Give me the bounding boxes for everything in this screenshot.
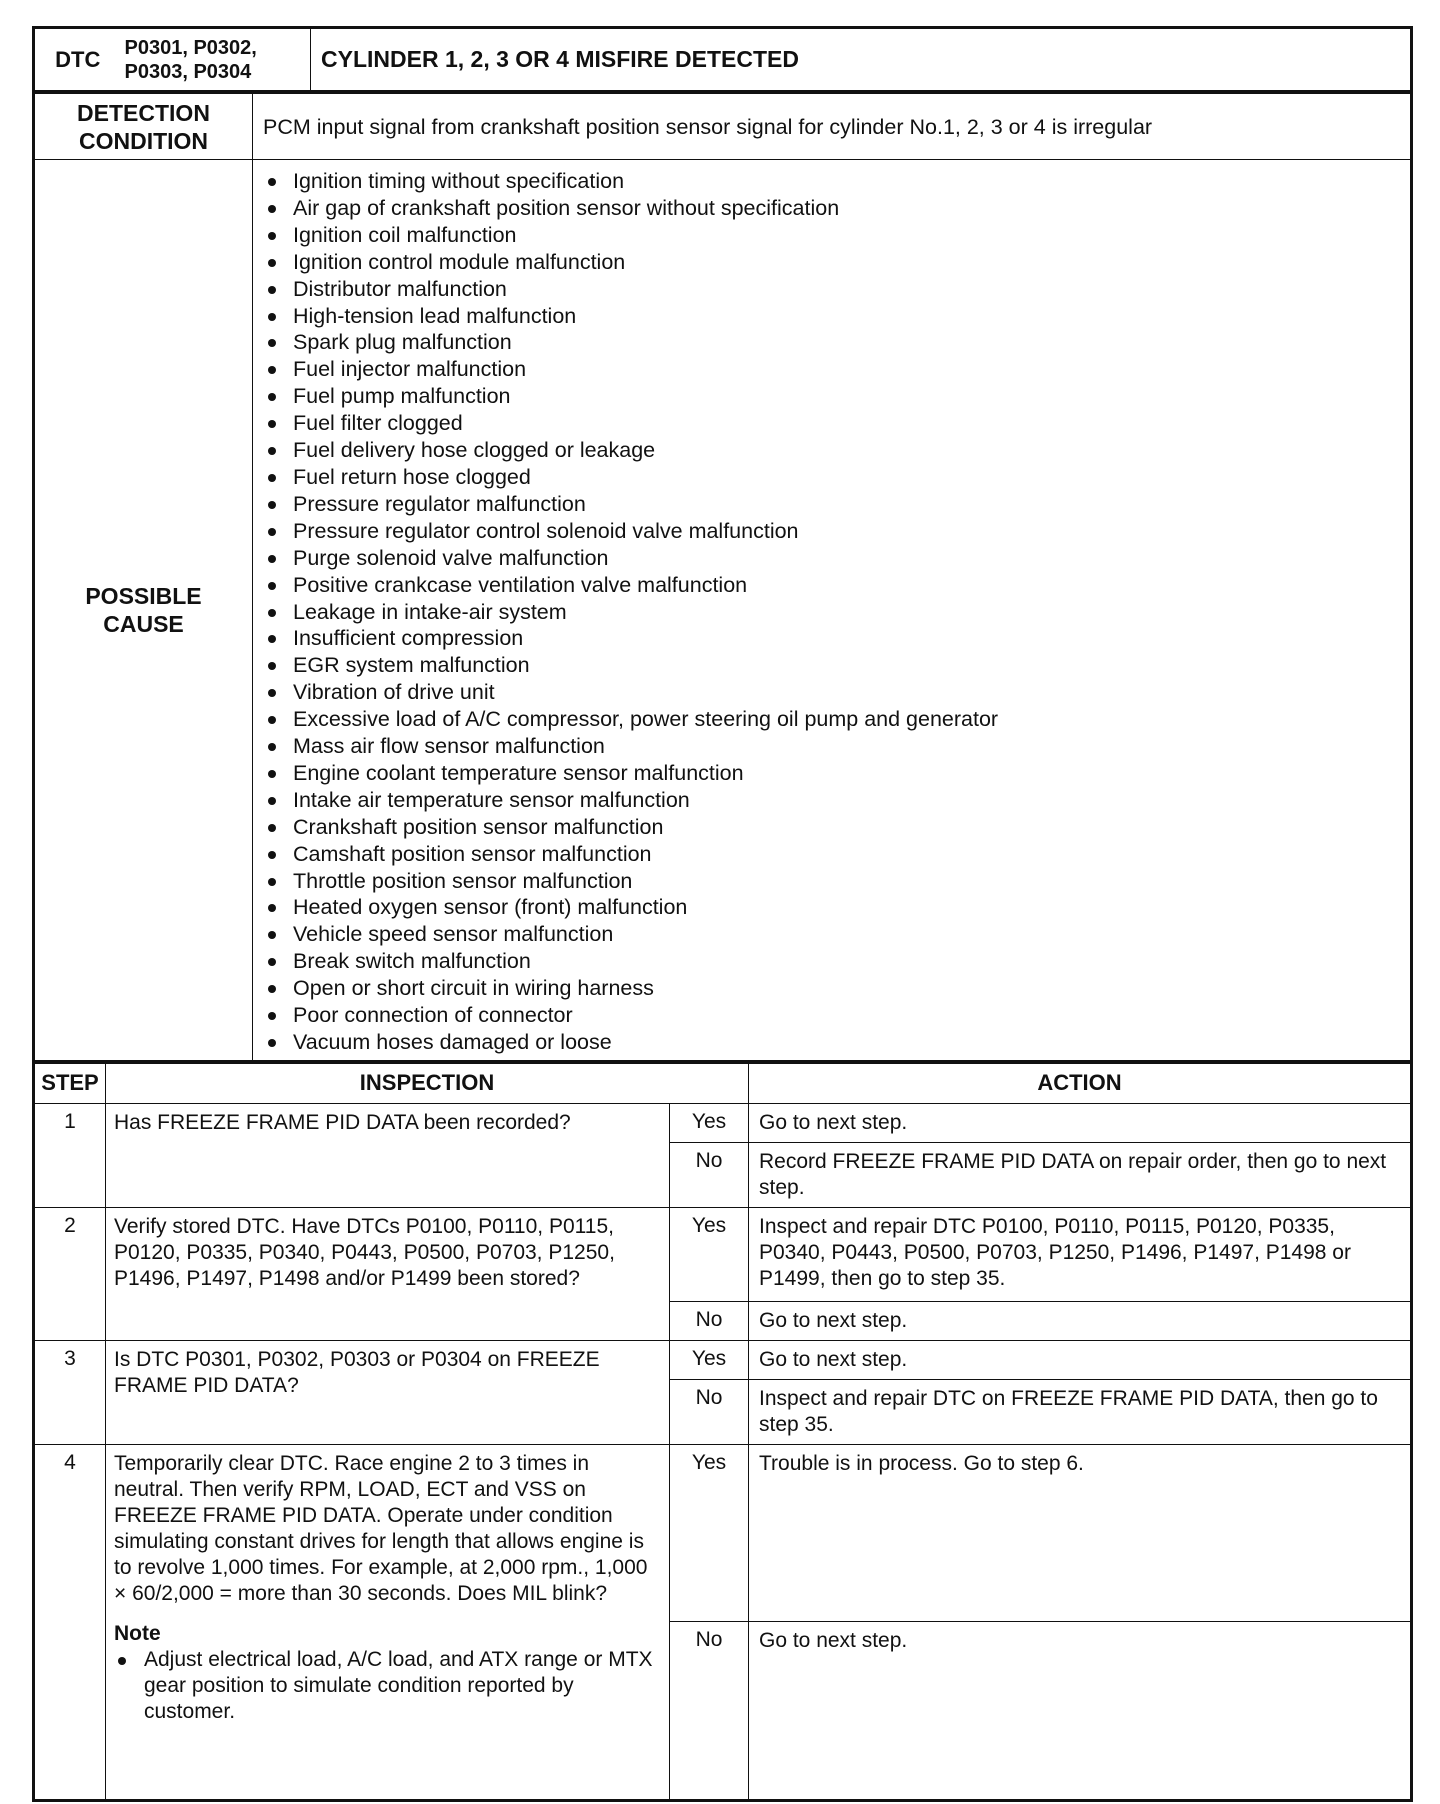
step-number: 2 [35, 1207, 106, 1340]
possible-cause-item: Pressure regulator malfunction [263, 491, 1410, 518]
step-number: 4 [35, 1444, 106, 1799]
step-inspection: Has FREEZE FRAME PID DATA been recorded? [106, 1103, 670, 1207]
possible-cause-item: Fuel delivery hose clogged or leakage [263, 437, 1410, 464]
possible-cause-item: Vacuum hoses damaged or loose [263, 1029, 1410, 1056]
possible-cause-item: Heated oxygen sensor (front) malfunction [263, 894, 1410, 921]
possible-cause-item: Break switch malfunction [263, 948, 1410, 975]
inspection-column-header: INSPECTION [106, 1063, 749, 1103]
step-inspection [106, 1444, 670, 1799]
no-label: No [670, 1301, 749, 1340]
detection-label-line2: CONDITION [78, 127, 209, 154]
possible-cause-item: Ignition control module malfunction [263, 249, 1410, 276]
possible-cause-item: Fuel injector malfunction [263, 356, 1410, 383]
possible-cause-item: Intake air temperature sensor malfunction [263, 787, 1410, 814]
condition-section [32, 93, 1413, 1063]
possible-cause-item: Air gap of crankshaft position sensor without specification [263, 195, 1410, 222]
possible-cause-item: Vibration of drive unit [263, 679, 1410, 706]
possible-cause-list [253, 160, 1410, 1060]
yes-label: Yes [670, 1207, 749, 1301]
possible-cause-item: Mass air flow sensor malfunction [263, 733, 1410, 760]
possible-cause-item: High-tension lead malfunction [263, 303, 1410, 330]
possible-cause-item: Fuel pump malfunction [263, 383, 1410, 410]
diagnostic-page [32, 26, 1413, 1802]
note-title: Note [114, 1621, 161, 1645]
no-label: No [670, 1379, 749, 1444]
step-number: 3 [35, 1340, 106, 1444]
possible-cause-item: Fuel return hose clogged [263, 464, 1410, 491]
detection-condition-label [35, 94, 253, 160]
step-inspection: Is DTC P0301, P0302, P0303 or P0304 on FREEZE FRAME PID DATA? [106, 1340, 670, 1444]
possible-cause-item: Camshaft position sensor malfunction [263, 841, 1410, 868]
yes-label: Yes [670, 1103, 749, 1142]
step-row [35, 1103, 1411, 1142]
step-inspection: Verify stored DTC. Have DTCs P0100, P0110, P0115, P0120, P0335, P0340, P0443, P0500, P0703, P1250, P1496, P1497, P1498 and/or P1499 been stored? [106, 1207, 670, 1340]
possible-cause-item: Distributor malfunction [263, 276, 1410, 303]
possible-cause-item: Poor connection of connector [263, 1002, 1410, 1029]
dtc-header [32, 26, 1413, 93]
step-column-header: STEP [35, 1063, 106, 1103]
step-number: 1 [35, 1103, 106, 1207]
possible-cause-item: Ignition coil malfunction [263, 222, 1410, 249]
possible-cause-item: Engine coolant temperature sensor malfunction [263, 760, 1410, 787]
possible-cause-item: Throttle position sensor malfunction [263, 868, 1410, 895]
step-row [35, 1340, 1411, 1379]
no-action: Go to next step. [749, 1301, 1411, 1340]
possible-cause-item: Spark plug malfunction [263, 329, 1410, 356]
dtc-label: DTC [35, 29, 121, 91]
possible-cause-label [35, 160, 253, 1061]
note-item: Adjust electrical load, A/C load, and ATX range or MTX gear position to simulate condition reported by customer. [114, 1647, 661, 1725]
possible-cause-item: Open or short circuit in wiring harness [263, 975, 1410, 1002]
yes-action: Go to next step. [749, 1103, 1411, 1142]
step-row [35, 1444, 1411, 1621]
possible-cause-label-line2: CAUSE [103, 610, 184, 637]
possible-cause-item: Vehicle speed sensor malfunction [263, 921, 1410, 948]
possible-cause-item: Leakage in intake-air system [263, 599, 1410, 626]
yes-label: Yes [670, 1444, 749, 1621]
dtc-codes [121, 29, 311, 91]
possible-cause-cell [253, 160, 1411, 1061]
no-action: Go to next step. [749, 1621, 1411, 1799]
dtc-codes-line1: P0301, P0302, [124, 36, 257, 59]
detection-condition-text: PCM input signal from crankshaft position sensor signal for cylinder No.1, 2, 3 or 4 is irregular [253, 94, 1411, 160]
step-row [35, 1207, 1411, 1301]
possible-cause-label-line1: POSSIBLE [85, 582, 202, 609]
possible-cause-item: Positive crankcase ventilation valve malfunction [263, 572, 1410, 599]
yes-action: Inspect and repair DTC P0100, P0110, P0115, P0120, P0335, P0340, P0443, P0500, P0703, P1250, P1496, P1497, P1498 or P1499, then go to step 35. [749, 1207, 1411, 1301]
no-label: No [670, 1621, 749, 1799]
possible-cause-item: Ignition timing without specification [263, 168, 1410, 195]
possible-cause-item: Excessive load of A/C compressor, power steering oil pump and generator [263, 706, 1410, 733]
yes-action: Trouble is in process. Go to step 6. [749, 1444, 1411, 1621]
possible-cause-item: EGR system malfunction [263, 652, 1410, 679]
no-action: Record FREEZE FRAME PID DATA on repair order, then go to next step. [749, 1142, 1411, 1207]
possible-cause-item: Insufficient compression [263, 625, 1410, 652]
yes-label: Yes [670, 1340, 749, 1379]
detection-label-line1: DETECTION [77, 99, 210, 126]
no-label: No [670, 1142, 749, 1207]
possible-cause-item: Fuel filter clogged [263, 410, 1410, 437]
steps-section [32, 1063, 1413, 1802]
yes-action: Go to next step. [749, 1340, 1411, 1379]
dtc-codes-line2: P0303, P0304 [124, 60, 252, 83]
possible-cause-item: Crankshaft position sensor malfunction [263, 814, 1410, 841]
step-inspection-text: Temporarily clear DTC. Race engine 2 to 3 times in neutral. Then verify RPM, LOAD, ECT and VSS on FREEZE FRAME PID DATA. Operate under condition simulating constant drives for length that allows engine is to revolve 1,000 times. For example, at 2,000 rpm., 1,000 × 60/2,000 = more than 30 seconds. Does MIL blink? [114, 1451, 648, 1605]
no-action: Inspect and repair DTC on FREEZE FRAME PID DATA, then go to step 35. [749, 1379, 1411, 1444]
possible-cause-item: Purge solenoid valve malfunction [263, 545, 1410, 572]
action-column-header: ACTION [749, 1063, 1411, 1103]
possible-cause-item: Pressure regulator control solenoid valve malfunction [263, 518, 1410, 545]
dtc-title: CYLINDER 1, 2, 3 OR 4 MISFIRE DETECTED [311, 29, 1411, 91]
